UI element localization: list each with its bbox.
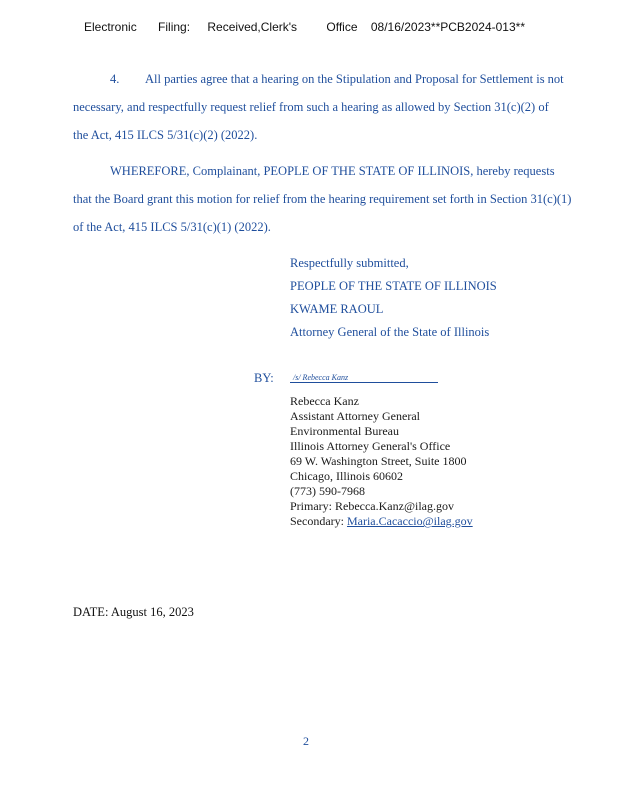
signature: /s/ Rebecca Kanz [293,373,349,382]
by-label: BY: [254,371,274,385]
contact-primary-email: Primary: Rebecca.Kanz@ilag.gov [290,499,454,513]
header-filing: Filing: [158,20,191,34]
secondary-email-link[interactable]: Maria.Cacaccio@ilag.gov [346,514,473,528]
signature-line [290,382,438,383]
page-number: 2 [303,734,309,748]
wherefore-line-3: of the Act, 415 ILCS 5/31(c)(1) (2022). [73,220,271,234]
contact-secondary [290,514,473,529]
header-office: Office [326,20,358,34]
header-stamp: 08/16/2023**PCB2024-013** [370,20,525,34]
electronic-filing-header [84,20,525,34]
paragraph-number-4: 4. [110,72,120,86]
header-received: Received,Clerk's [207,20,298,34]
contact-phone: (773) 590-7968 [290,484,365,498]
wherefore-line-2: that the Board grant this motion for relief from the hearing requirement set forth in Section 31(c)(1) [73,192,572,206]
paragraph-4-line-1: All parties agree that a hearing on the Stipulation and Proposal for Settlement is not [145,72,564,86]
contact-title: Assistant Attorney General [290,409,420,423]
paragraph-4-line-3: the Act, 415 ILCS 5/31(c)(2) (2022). [73,128,258,142]
contact-street: 69 W. Washington Street, Suite 1800 [290,454,467,468]
document-date: DATE: August 16, 2023 [73,605,194,619]
party-name: PEOPLE OF THE STATE OF ILLINOIS [290,279,497,293]
contact-city: Chicago, Illinois 60602 [290,469,403,483]
header-electronic: Electronic [84,20,137,34]
contact-name: Rebecca Kanz [290,394,359,408]
paragraph-4-line-2: necessary, and respectfully request relief from such a hearing as allowed by Section 31(c)(2) of [73,100,549,114]
contact-office: Illinois Attorney General's Office [290,439,451,453]
respectfully-submitted: Respectfully submitted, [290,256,409,270]
attorney-general-name: KWAME RAOUL [290,302,384,316]
contact-bureau: Environmental Bureau [290,424,399,438]
contact-block [290,394,473,529]
attorney-general-title: Attorney General of the State of Illinois [290,325,490,339]
wherefore-line-1: WHEREFORE, Complainant, PEOPLE OF THE STATE OF ILLINOIS, hereby requests [110,164,555,178]
secondary-label: Secondary: [290,514,344,528]
